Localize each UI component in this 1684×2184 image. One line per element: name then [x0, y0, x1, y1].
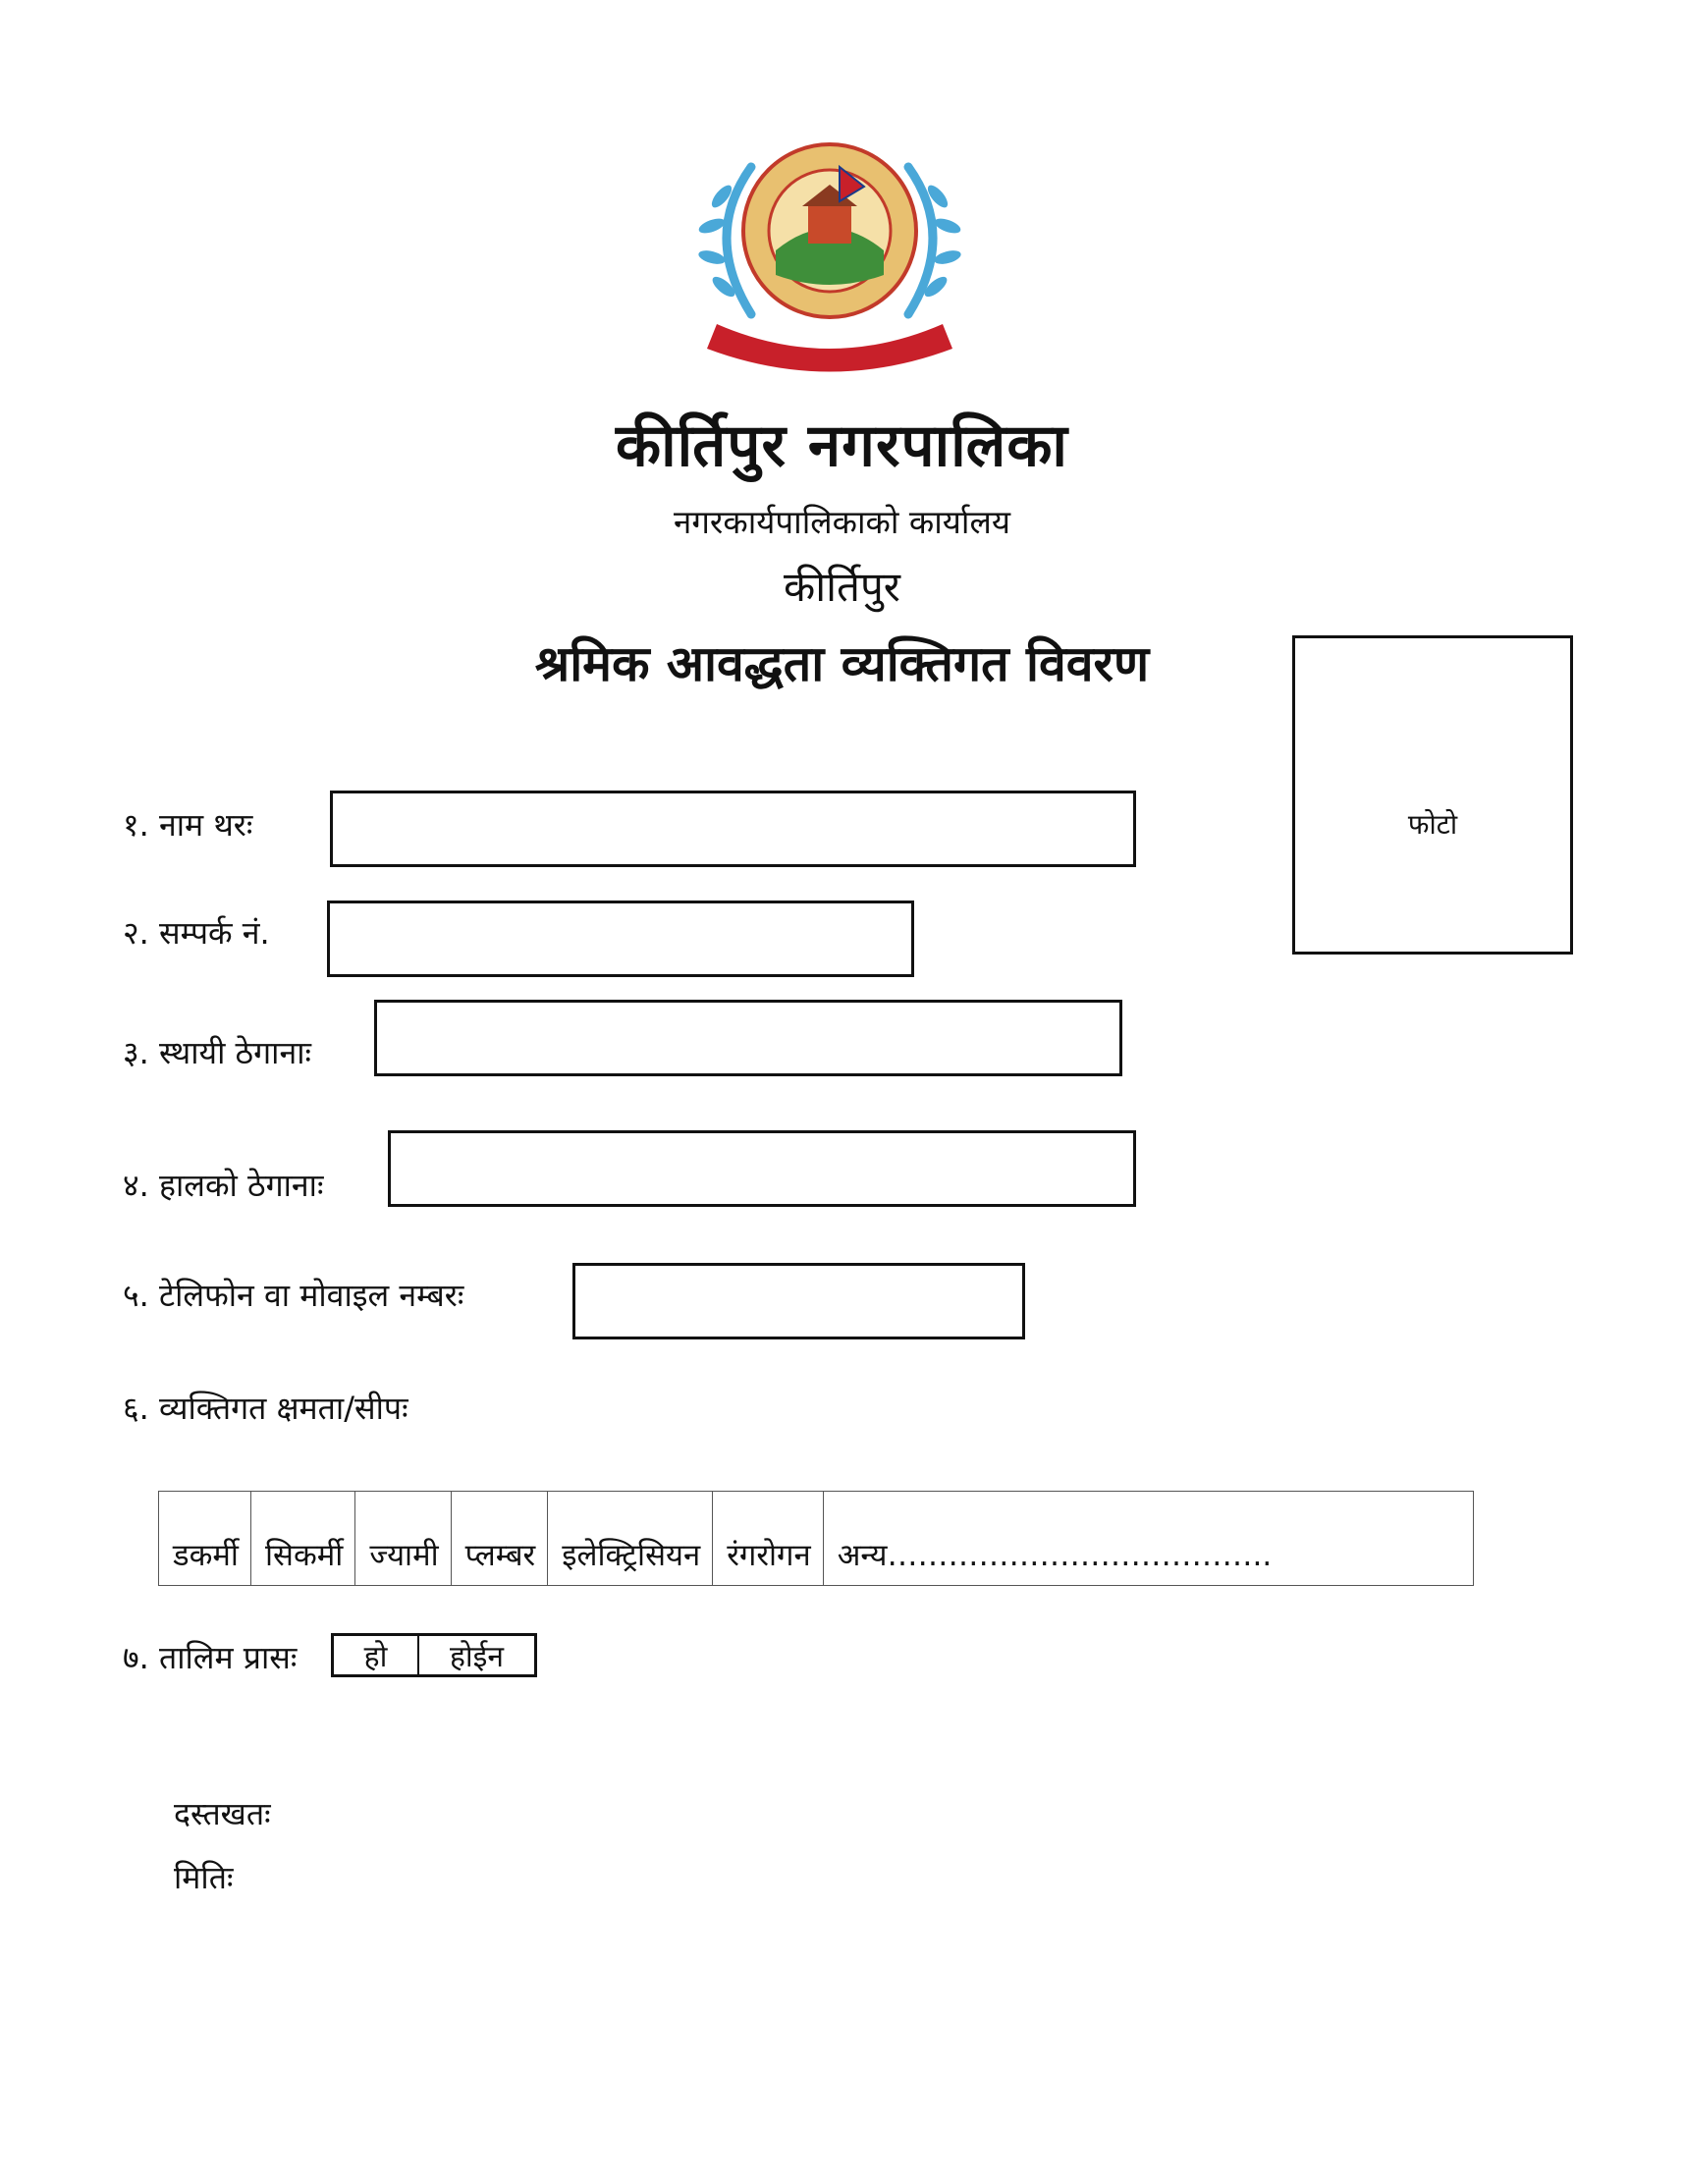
training-yes-option[interactable]: हो [334, 1636, 419, 1674]
skills-label: ६. व्यक्तिगत क्षमता/सीपः [123, 1390, 408, 1427]
current-address-label: ४. हालको ठेगानाः [123, 1167, 324, 1204]
municipality-emblem [682, 128, 977, 383]
office-name: नगरकार्यपालिकाको कार्यालय [674, 503, 1010, 541]
skill-option[interactable]: सिकर्मी [251, 1492, 355, 1585]
form-title: श्रमिक आवद्धता व्यक्तिगत विवरण [534, 635, 1150, 692]
contact-field[interactable] [327, 901, 914, 977]
date-label: मितिः [174, 1859, 234, 1896]
name-label: १. नाम थरः [123, 806, 253, 844]
signature-label: दस्तखतः [174, 1795, 271, 1832]
municipality-title: कीर्तिपुर नगरपालिका [616, 411, 1068, 480]
skill-option-other[interactable]: अन्य……………………………….. [837, 1538, 1273, 1573]
name-field[interactable] [330, 791, 1136, 867]
skill-option[interactable]: ज्यामी [355, 1492, 451, 1585]
phone-field[interactable] [572, 1263, 1025, 1339]
training-options [331, 1633, 537, 1677]
skill-option[interactable]: इलेक्ट्रिसियन [548, 1492, 713, 1585]
phone-label: ५. टेलिफोन वा मोवाइल नम्बरः [123, 1277, 464, 1314]
training-label: ७. तालिम प्रासः [123, 1639, 298, 1676]
city-name: कीर्तिपुर [784, 563, 900, 611]
permanent-address-label: ३. स्थायी ठेगानाः [123, 1034, 311, 1071]
photo-box[interactable] [1292, 635, 1573, 955]
photo-label: फोटो [1407, 808, 1458, 841]
skill-option[interactable]: रंगरोगन [713, 1492, 824, 1585]
skills-table [158, 1491, 1474, 1586]
skill-option[interactable]: प्लम्बर [452, 1492, 549, 1585]
skill-option[interactable]: डकर्मी [159, 1492, 251, 1585]
contact-label: २. सम्पर्क नं. [123, 914, 270, 952]
training-no-option[interactable]: होईन [449, 1640, 505, 1674]
permanent-address-field[interactable] [374, 1000, 1122, 1076]
current-address-field[interactable] [388, 1130, 1136, 1207]
